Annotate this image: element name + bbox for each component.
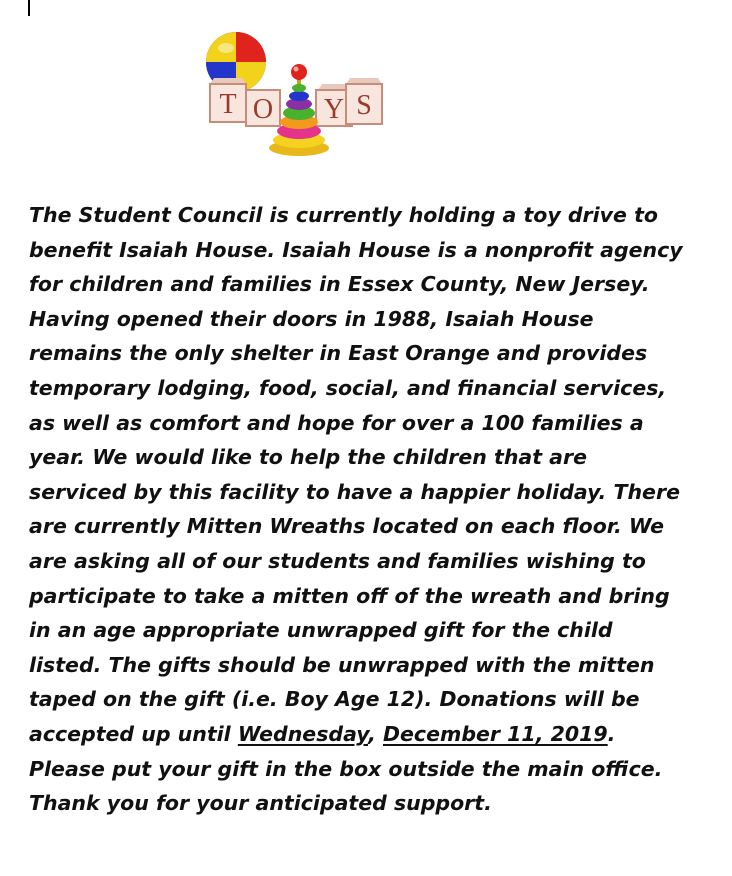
text-line: are asking all of our students and families wishing to (29, 548, 646, 573)
block-o (246, 90, 280, 126)
text-line: for children and families in Essex County, New Jersey. (29, 272, 650, 297)
deadline-date: December 11, 2019 (383, 721, 608, 746)
text-line: serviced by this facility to have a happier holiday. There (29, 479, 680, 504)
block-letter-o: O (252, 94, 274, 125)
text-cursor (28, 0, 30, 16)
text-line: listed. The gifts should be unwrapped with the mitten (29, 652, 655, 677)
text-line: as well as comfort and hope for over a 100 families a (29, 410, 644, 435)
text-line: are currently Mitten Wreaths located on each floor. We (29, 514, 665, 539)
deadline-end: . (607, 721, 616, 746)
text-line: remains the only shelter in East Orange and provides (29, 341, 648, 366)
text-line: benefit Isaiah House. Isaiah House is a nonprofit agency (29, 237, 683, 262)
deadline-day: Wednesday (237, 721, 369, 746)
block-s (346, 78, 382, 124)
deadline-prefix: accepted up until (29, 721, 238, 746)
block-letter-s: S (356, 90, 372, 121)
text-line: Thank you for your anticipated support. (29, 791, 492, 816)
announcement-text (29, 198, 719, 821)
text-line: taped on the gift (i.e. Boy Age 12). Donations will be (29, 687, 640, 712)
text-line: participate to take a mitten off of the wreath and bring (29, 583, 670, 608)
text-line: Having opened their doors in 1988, Isaiah House (29, 306, 594, 331)
text-line: temporary lodging, food, social, and financial services, (29, 375, 667, 400)
toys-logo (196, 28, 396, 160)
text-line: year. We would like to help the children that are (29, 445, 588, 470)
deadline-line (29, 717, 719, 752)
block-letter-t: T (219, 89, 237, 120)
text-line: The Student Council is currently holding a toy drive to (29, 203, 658, 227)
text-line: Please put your gift in the box outside the main office. (29, 756, 663, 781)
text-line: in an age appropriate unwrapped gift for the child (29, 618, 613, 643)
deadline-separator: , (368, 721, 383, 746)
block-letter-y: Y (323, 94, 345, 125)
block-t (210, 78, 246, 122)
